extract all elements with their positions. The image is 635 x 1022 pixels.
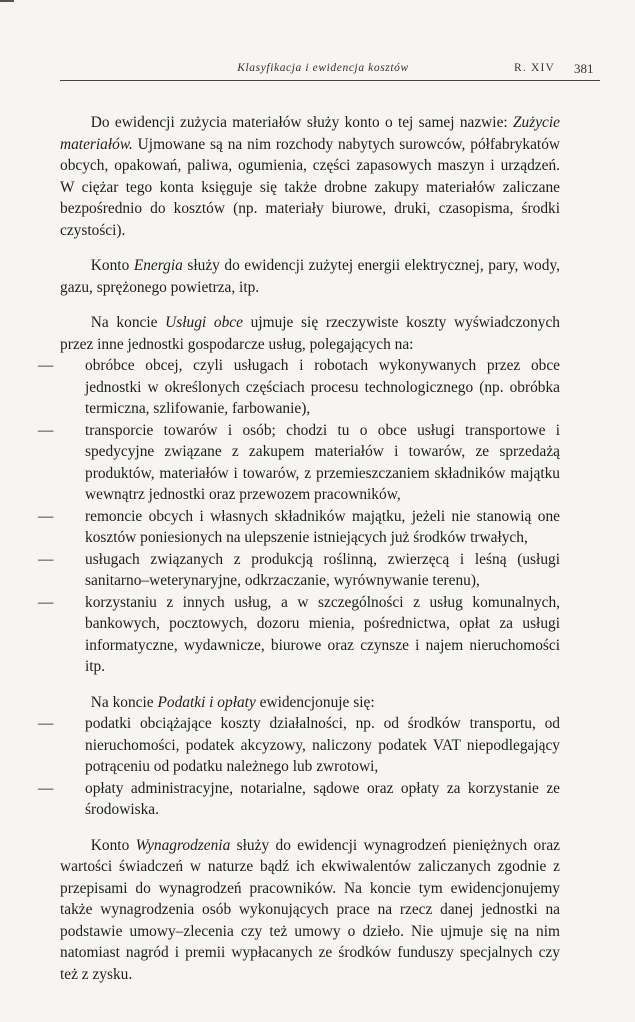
page-number: 381 — [574, 61, 594, 76]
running-header — [60, 62, 600, 81]
paragraph-energy: Konto Energia służy do ewidencji zużytej energii elektrycznej, pary, wody, gazu, sprężonego powietrza, itp. — [60, 257, 560, 296]
list-item: — opłaty administracyjne, notarialne, sądowe oraz opłaty za korzystanie ze środowiska. — [38, 779, 560, 818]
paragraph-materials: Do ewidencji zużycia materiałów służy konto o tej samej nazwie: Zużycie materiałów. Ujmowane są na nim rozchody nabytych surowców, półfabrykatów obcych, opakowań, paliwa, ogumienia, części zapasowych maszyn i urządzeń. W ciężar tego konta księguje się także drobne zakupy materiałów zaliczane bezpośrednio do kosztów (np. materiały biurowe, druki, czasopisma, środki czystości). — [60, 114, 560, 239]
list-item: — remoncie obcych i własnych składników majątku, jeżeli nie stanowią one kosztów poniesionych na ulepszenie istniejących już środków trwałych, — [38, 507, 560, 546]
list-item: — podatki obciążające koszty działalności, np. od środków transportu, od nieruchomości, podatek akcyzowy, naliczony podatek VAT niepodlegający potrąceniu od podatku należnego lub zwrotowi, — [38, 715, 560, 775]
list-item: — obróbce obcej, czyli usługach i robotach wykonywanych przez obce jednostki w określonych częściach procesu technologicznego (np. obróbka termiczna, szlifowanie, farbowanie), — [38, 357, 560, 417]
paragraph-wages: Konto Wynagrodzenia służy do ewidencji wynagrodzeń pieniężnych oraz wartości świadczeń w naturze bądź ich ekwiwalentów zaliczanych zgodnie z przepisami do wynagrodzeń pracowników. Na koncie tym ewidencjonujemy także wynagrodzenia osób wykonujących prace na rzecz danej jednostki na podstawie umowy–zlecenia czy też umowy o dzieło. Nie ujmuje się na nim natomiast nagród i premii wypłacanych ze środków funduszy specjalnych czy też z zysku. — [60, 836, 560, 983]
paragraph-external-services: Na koncie Usługi obce ujmuje się rzeczywiste koszty wyświadczonych przez inne jednostki gospodarcze usług, polegających na: — [60, 314, 561, 353]
page-edge-mark — [0, 0, 14, 2]
running-title: Klasyfikacja i ewidencja kosztów — [237, 62, 409, 74]
list-item: — transporcie towarów i osób; chodzi tu o obce usługi transportowe i spedycyjne związane z zakupem materiałów i towarów, ze sprzedażą produktów, materiałów i towarów, z przemieszczaniem składników majątku wewnątrz jednostki oraz przewozem pracowników, — [38, 421, 560, 503]
list-item: — usługach związanych z produkcją roślinną, zwierzęcą i leśną (usługi sanitarno–weterynaryjne, odkrzaczanie, wyrównywanie terenu), — [38, 550, 560, 589]
chapter-label: R. XIV — [514, 62, 556, 74]
paragraph-taxes: Na koncie Podatki i opłaty ewidencjonuje się: — [90, 693, 375, 711]
list-item: — korzystaniu z innych usług, a w szczególności z usług komunalnych, bankowych, pocztowych, dozoru mienia, pośrednictwa, opłat za usługi informatyczne, wydawnicze, biurowe oraz czynsze i najem nieruchomości itp. — [38, 593, 560, 675]
page-body — [38, 112, 561, 985]
